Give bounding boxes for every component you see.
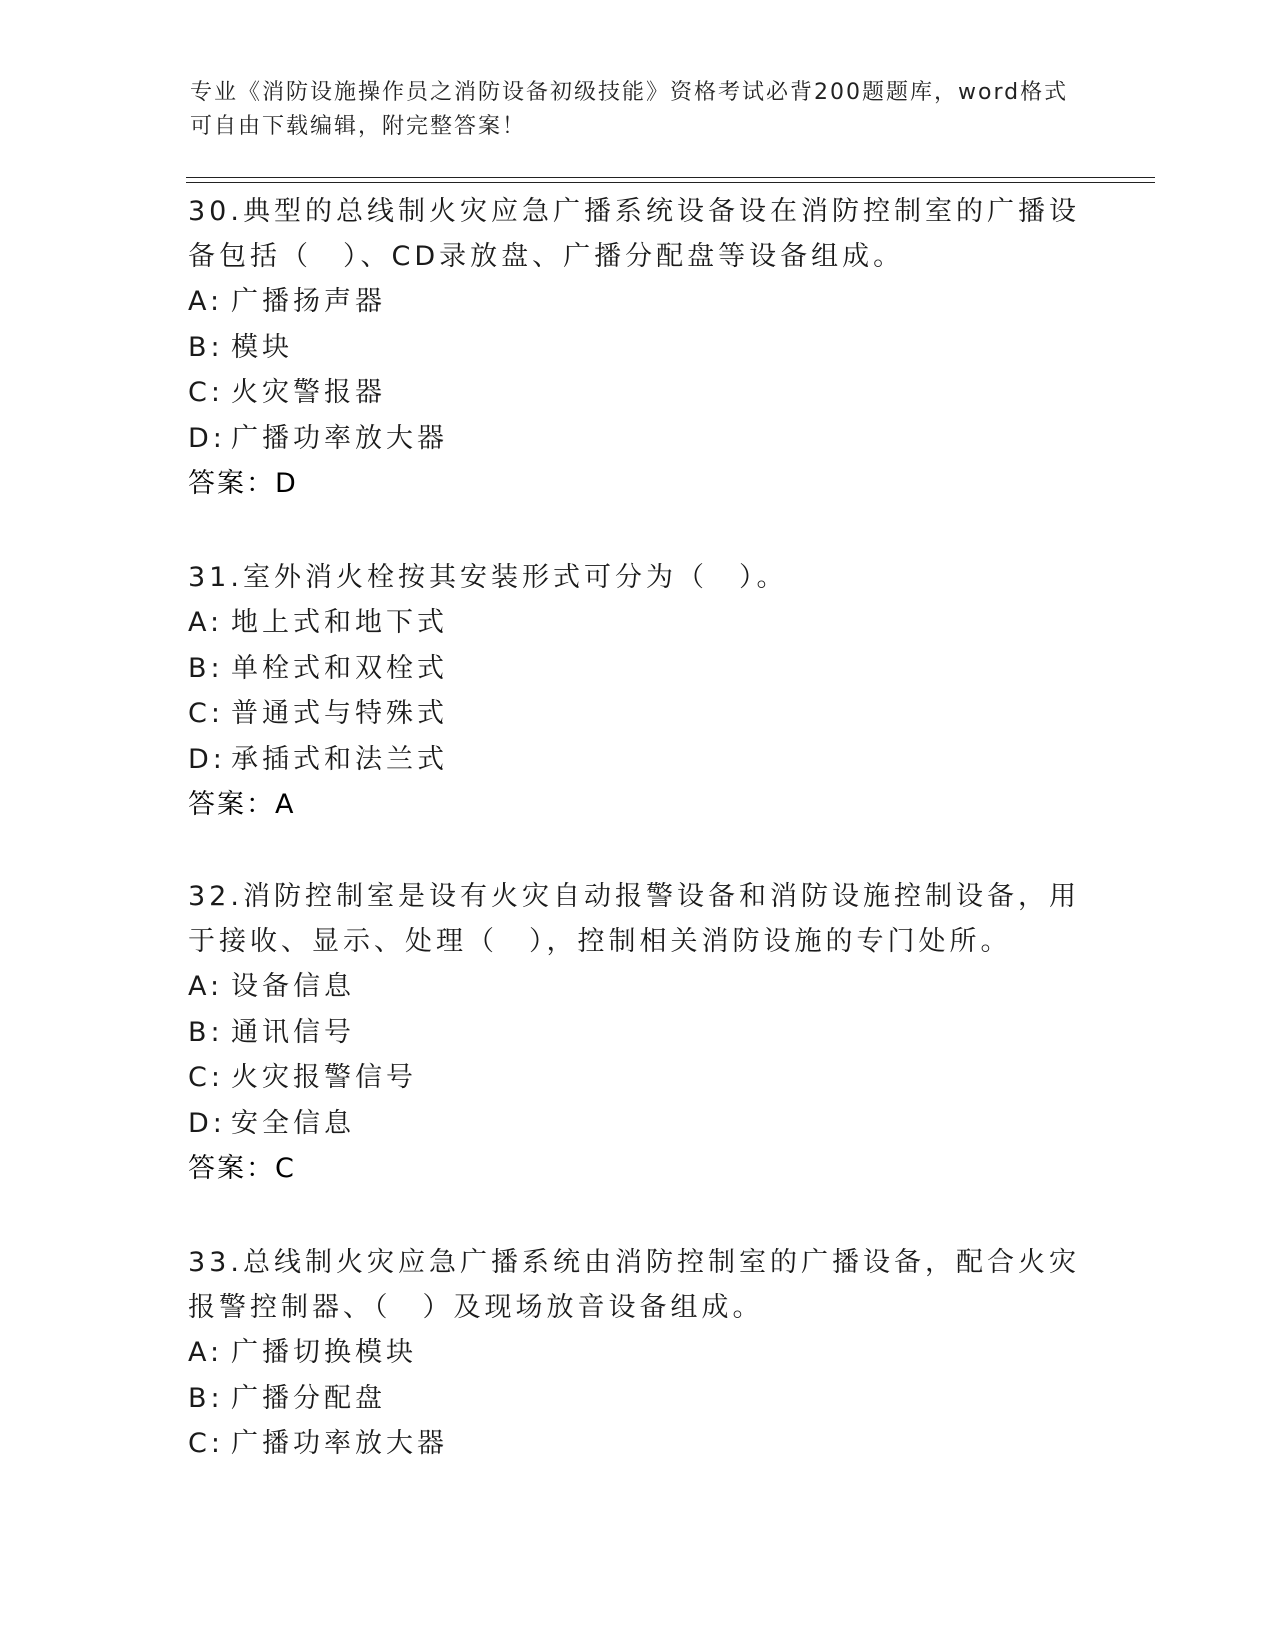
option-letter: C: xyxy=(188,698,224,729)
option-text: 广播扬声器 xyxy=(231,286,386,317)
document-header: 专业《消防设施操作员之消防设备初级技能》资格考试必背200题题库，word格式可自由下载编辑，附完整答案！ xyxy=(190,80,1069,139)
option-text: 广播切换模块 xyxy=(231,1337,417,1368)
answer-text: 答案：C xyxy=(188,1153,296,1184)
option-b xyxy=(188,1010,1088,1056)
option-text: 火灾警报器 xyxy=(231,377,386,408)
option-letter: C: xyxy=(188,377,224,408)
option-a xyxy=(188,279,1088,325)
option-letter: A: xyxy=(188,971,224,1002)
option-text: 通讯信号 xyxy=(231,1016,355,1048)
question-32 xyxy=(188,874,1088,1191)
answer-text: 答案：A xyxy=(188,789,296,820)
option-text: 设备信息 xyxy=(231,971,355,1002)
option-c xyxy=(188,1421,1088,1467)
question-stem: 30.典型的总线制火灾应急广播系统设备设在消防控制室的广播设备包括（ ）、CD录放盘、广播分配盘等设备组成。 xyxy=(188,196,1080,272)
option-letter: A: xyxy=(188,286,224,317)
option-text: 模块 xyxy=(231,331,293,363)
question-33 xyxy=(188,1240,1088,1467)
option-text: 广播功率放大器 xyxy=(231,1428,448,1459)
header-divider-top xyxy=(186,177,1155,178)
option-text: 地上式和地下式 xyxy=(231,607,448,638)
option-c xyxy=(188,1055,1088,1101)
option-b xyxy=(188,325,1088,371)
option-text: 广播分配盘 xyxy=(231,1382,386,1414)
question-31 xyxy=(188,555,1088,827)
option-c xyxy=(188,370,1088,416)
option-text: 普通式与特殊式 xyxy=(231,698,448,729)
option-a xyxy=(188,964,1088,1010)
question-stem: 32.消防控制室是设有火灾自动报警设备和消防设施控制设备，用于接收、显示、处理（ ），控制相关消防设施的专门处所。 xyxy=(188,881,1080,957)
question-stem: 33.总线制火灾应急广播系统由消防控制室的广播设备，配合火灾报警控制器、（ ）及现场放音设备组成。 xyxy=(188,1247,1080,1323)
option-letter: D: xyxy=(188,743,226,775)
option-letter: A: xyxy=(188,1337,224,1368)
option-text: 广播功率放大器 xyxy=(231,422,448,454)
question-30 xyxy=(188,189,1088,506)
answer-text: 答案：D xyxy=(188,468,298,499)
option-letter: B: xyxy=(188,331,224,363)
option-letter: B: xyxy=(188,1016,224,1048)
option-d xyxy=(188,1101,1088,1147)
option-c xyxy=(188,691,1088,737)
option-text: 安全信息 xyxy=(231,1107,355,1139)
option-letter: B: xyxy=(188,1382,224,1414)
option-b xyxy=(188,646,1088,692)
option-letter: D: xyxy=(188,422,226,454)
option-d xyxy=(188,737,1088,783)
option-letter: B: xyxy=(188,652,224,684)
option-letter: D: xyxy=(188,1107,226,1139)
option-a xyxy=(188,600,1088,646)
option-text: 火灾报警信号 xyxy=(231,1062,417,1093)
option-a xyxy=(188,1330,1088,1376)
question-stem: 31.室外消火栓按其安装形式可分为（ ）。 xyxy=(188,562,788,593)
option-text: 单栓式和双栓式 xyxy=(231,652,448,684)
option-b xyxy=(188,1376,1088,1422)
option-letter: C: xyxy=(188,1062,224,1093)
header-divider-bottom xyxy=(186,182,1155,183)
option-letter: C: xyxy=(188,1428,224,1459)
option-text: 承插式和法兰式 xyxy=(231,743,448,775)
option-letter: A: xyxy=(188,607,224,638)
option-d xyxy=(188,416,1088,462)
